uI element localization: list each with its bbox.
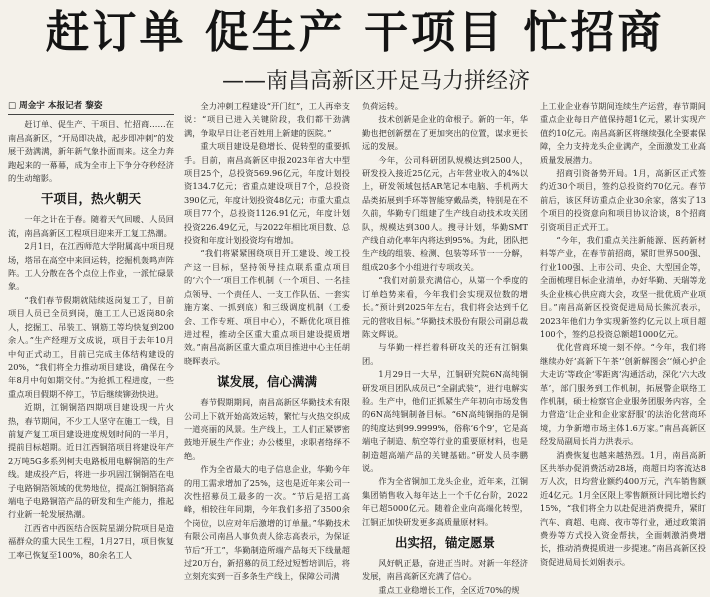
paragraph: 2月1日，在江西师范大学附属高中项目现场，塔吊在高空中来回运转，挖掘机轰鸣声阵阵。工人分散在各个点位上作业，一派忙碌景象。 (8, 241, 174, 292)
paragraph: 技术创新是企业的命根子。新的一年，华勤也把创新摆在了更加突出的位置，谋求更长远的发展。 (362, 114, 528, 152)
article-column-4 (540, 100, 706, 567)
byline: □ 周金宇 本报记者 黎姿 (8, 100, 174, 115)
paragraph: 今年，公司科研团队规模达到2500人，研发投入接近25亿元，占年营业收入的4%以上，研发领域包括AR笔记本电脑、手机两大品类拓展到手环等智能穿戴品类，特别是在不久前，华勤专门组建了生产线自动技术攻关团队，规模达到300人。搜寻计划，华勤SMT产线自动化率年内将达到95%。为此，团队把生产线的组装、检测、包装等环节一一分解，组成20多个小组进行专项攻关。 (362, 154, 528, 272)
headline: 赶订单 促生产 干项目 忙招商 (45, 7, 665, 58)
paragraph: 优化营商环境一刻不停。“今年，我们将继续办好‘高新下午茶’‘创新解图会’‘倾心护企大走访’等政企‘零距离’沟通活动，深化‘六大改革’，部门服务到工作机制，拓展警企联络工作机制，硕士检察官企业服务团服务内容，全力营造‘让企业和企业家舒服’的法治化营商环境，力争新增市场主体1.6万家。”南昌高新区经发局副局长肖力洪表示。 (540, 342, 706, 447)
paragraph: 春节假期期间，南昌高新区华勤技术有限公司上下就开始高效运转，繁忙与火热交织成一道亮丽的风景。生产线上，工人们正紧锣密鼓地开展生产作业；办公楼里，求职者络绎不绝。 (184, 397, 350, 461)
paragraph: 作为全省最大的电子信息企业，华勤今年的用工需求增加了25%，这也是近年来公司一次性招募员工最多的一次。“节后是招工高峰，相较往年同期，今年我们多招了3500余个岗位，以应对年后激增的订单量。”华勤技术有限公司南昌人事负责人徐志高表示，为保证节后“开工”，华勤制造所端产品每天下线量超过20万台，新招募的员工经过短暂培训后，将立刻充实到一百多条生产线上，保障公司满 (184, 464, 350, 582)
section-heading-projects: 干项目，热火朝天 (40, 191, 141, 207)
paragraph: 全力冲刺工程建设“开门红”，工人再牵支说：“项目已进入关键阶段，我们都干劲满满，争取早日让老百姓用上新建的医院。” (184, 101, 350, 138)
paragraph: 作为全省铜加工龙头企业，近年来，江铜集团销售收入每年达上一个千亿台阶，2022年已超5000亿元。随着企业向高端化转型，江铜正加快研发更多高质量原材料。 (362, 476, 528, 527)
paragraph: 消费恢复也越来越热烈。1月，南昌高新区共举办促消费活动28场，商超日均客流达8万人次，日均营业额约400万元，汽车销售额近4亿元。1月全区限上零售额预计同比增长约15%，“我们将全力以赴促进消费提升，紧盯汽车、商超、电商、夜市等行业，通过政策消费券等方式投入资金帮扶，全面刺激消费增长，推动消费提质进一步提速。”南昌高新区投资促进局局长刘娟表示。 (540, 449, 706, 567)
article-column-1 (8, 100, 174, 560)
paragraph: 江西省中西医结合医院星湖分院项目是造福群众的重大民生工程，1月27日，项目恢复工率已恢复至100%，80余名工人 (8, 522, 174, 560)
paragraph: “我们将紧紧围绕项目开工建设、竣工投产这一目标，坚持领导挂点联系重点项目的‘六个一’项目工作机制（一个项目、一名挂点领导、一个责任人、一支工作队伍、一套实施方案、一抓到底）和三级调度机制（工委会、工作专班、项目中心），不断优化项目推进过程，推动全区重大重点项目建设提质增效。”南昌高新区重大重点项目推进中心主任胡晓晖表示。 (184, 248, 350, 366)
section-heading-development: 谋发展，信心满满 (216, 374, 317, 390)
paragraph: 一年之计在于春。随着天气回暖、人员回流，南昌高新区工程项目迎来开工复工热潮。 (8, 214, 174, 238)
article-column-3 (362, 100, 528, 595)
paragraph: 与华勤一样拦着科研攻关的还有江铜集团。 (362, 342, 528, 366)
paragraph: 重点工业稳增长工作，全区近70%的规 (378, 584, 520, 595)
paragraph: 风好帆正悬，奋进正当时。对新一年经济发展，南昌高新区充满了信心。 (362, 558, 528, 582)
article-column-2 (184, 100, 350, 582)
paragraph: 上工业企业春节期间连续生产运营，春节期间重点企业每日产值保持超1亿元，累计实现产值约10亿元。南昌高新区将继续强化全要素保障，全力支持龙头企业满产，全面激发工业高质量发展潜力。 (540, 101, 706, 165)
lead-paragraph: 赶订单、促生产、干项目、忙招商……在南昌高新区，“开局即决战，起步即冲刺”的发展干劲满满，新年新气象扑面而来。这全力奔跑起来的一幕幕，成为全市上下争分夺秒经济的生动缩影。 (8, 119, 174, 184)
paragraph: “我们对前景充满信心，从第一个季度的订单趋势来看，今年我们会实现双位数的增长。”预计到2025年左右，我们将会达到千亿元的营收目标。”华勤技术股份有限公司副总裁陈文辉说。 (362, 275, 528, 339)
paragraph: “今年，我们重点关注新能源、医药新材料等产业，在春节前招商，紧盯世界500强、行业100强、上市公司、央企、大型国企等，全面梳理目标企业清单，办好华勤、天瑞等龙头企业核心供应商大会，攻坚一批优质产业项目。”南昌高新区投资促进局局长熊沉表示，2023年他们力争实现新签约亿元以上项目超100个，签约总投资总额超1000亿元。 (540, 235, 706, 339)
subheadline: ——南昌高新区开足马力拼经济 (221, 69, 530, 94)
paragraph: 负荷运转。 (362, 101, 403, 111)
paragraph: 近期，江铜铜箔四期项目建设现一片火热，春节期间，不少工人坚守在施工一线，目前复产复工项目建设进度规划时间的一半月，提前目标超期。近日江西铜箔项目将建设年产2万吨5G多系列柯夫电路板用电解铜箔的生产线。建成投产后，将进一步巩固江铜铜箔在电子电路铜箔领域的优势地位，提高江铜铜箔高端电子电路铜箔产品的研发和生产能力，推起行业新一轮发展热潮。 (8, 402, 174, 520)
section-heading-measures: 出实招，锚定愿景 (394, 535, 495, 550)
paragraph: 招商引资备势开局。1月，高新区正式签约近30个项目，签约总投资约70亿元。春节前后，该区拜访重点企业30余家，落实了13个项目的投资意向和项目协议洽谈，8个招商引资项目正式开工。 (540, 168, 706, 232)
paragraph: “我们春节假期就陆续返岗复工了，目前项目人员已全员到岗，施工工人已返岗80余人，挖掘工、吊装工、钢筋工等均快复到200余人。”生产经理万文成说，项目于去年10月中旬正式动工，目前已完成主体结构建设的20%，“我们将全力推动项目建设，确保在今年8月中旬如期交付。”为抢抓工程进度，一些重点项目假期不停工，节后继续铆劲快进。 (8, 294, 174, 399)
paragraph: 重大项目建设是稳增长、促转型的重要抓手。目前，南昌高新区申报2023年省大中型项目25个，总投资569.96亿元，年度计划投资134.7亿元；省重点建设项目7个，总投资390亿元，年度计划投资48亿元；市重大重点项目77个，总投资1126.91亿元，年度计划投资226.49亿元，与2022年相比项目数、总投资和年度计划投资均有增加。 (184, 141, 350, 246)
paragraph: 1月29日一大早，江铜研究院6N高纯铜研发项目团队成员已“全副武装”，进行电解实验。生产中，他们正抓紧生产年初向市场发售的6N高纯铜制备目标。“6N高纯铜指的是铜的纯度达到99.9999%，俗称‘6个9’，它是高端电子制造、航空等行业的重要原材料，也是制造超高端产品的关键基础。”研发人员李鹏说。 (362, 369, 528, 473)
